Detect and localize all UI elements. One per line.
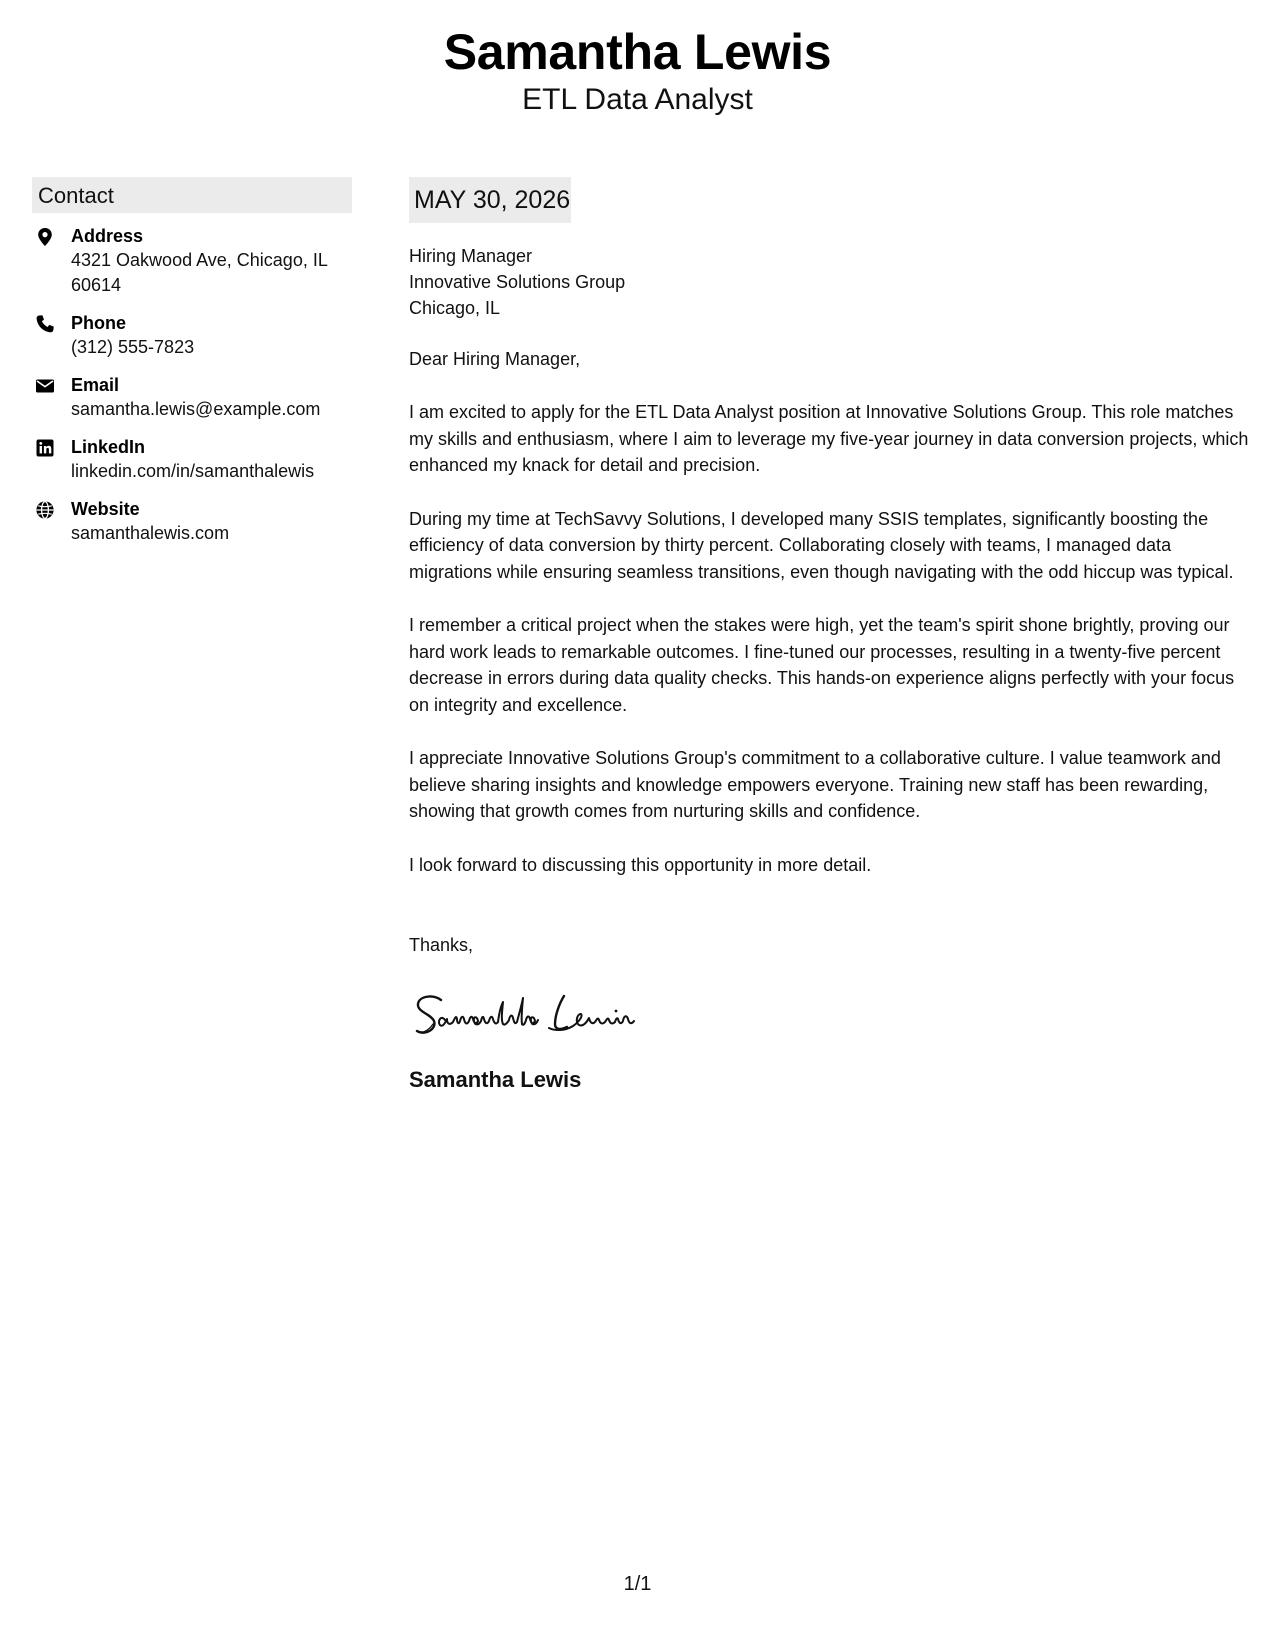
contact-item-website <box>32 497 352 546</box>
paragraph: I remember a critical project when the stakes were high, yet the team's spirit shone brightly, proving our hard work leads to remarkable outcomes. I fine-tuned our processes, resulting in a twenty-five percent decrease in errors during data quality checks. This hands-on experience aligns perfectly with your focus on integrity and excellence. <box>409 615 1235 715</box>
contact-label: Address <box>71 226 144 246</box>
paragraph: During my time at TechSavvy Solutions, I developed many SSIS templates, significantly boosting the efficiency of data conversion by thirty percent. Collaborating closely with teams, I managed data migrations while ensuring seamless transitions, even though navigating with the odd hiccup was typical. <box>409 508 1234 582</box>
resume-header <box>0 22 1275 118</box>
contact-heading: Contact <box>32 177 352 213</box>
letter-date: MAY 30, 2026 <box>409 177 571 223</box>
paragraph: I appreciate Innovative Solutions Group's commitment to a collaborative culture. I value teamwork and believe sharing insights and knowledge empowers everyone. Training new staff has been rewarding, showing that growth comes from nurturing skills and confidence. <box>409 748 1221 821</box>
job-title: ETL Data Analyst <box>522 83 753 116</box>
globe-icon <box>35 500 55 520</box>
linkedin-value[interactable]: linkedin.com/in/samanthalewis <box>71 461 315 481</box>
contact-label: Email <box>71 375 120 395</box>
email-value[interactable]: samantha.lewis@example.com <box>71 399 321 419</box>
recipient-line: Chicago, IL <box>409 298 501 318</box>
letter-body <box>409 177 1249 1094</box>
contact-label: Website <box>71 499 140 519</box>
contact-item-address <box>32 224 352 298</box>
signed-name: Samantha Lewis <box>409 1067 582 1092</box>
page-number: 1/1 <box>623 1573 652 1595</box>
phone-icon <box>35 314 55 334</box>
closing: Thanks, <box>409 935 474 955</box>
phone-value: (312) 555-7823 <box>71 337 195 357</box>
recipient-block <box>409 243 1249 321</box>
contact-sidebar <box>32 177 352 559</box>
contact-item-linkedin <box>32 435 352 484</box>
handwritten-signature <box>409 984 669 1046</box>
applicant-name: Samantha Lewis <box>443 24 832 80</box>
contact-item-email <box>32 373 352 422</box>
paragraph: I am excited to apply for the ETL Data Analyst position at Innovative Solutions Group. This role matches my skills and enthusiasm, where I aim to leverage my five-year journey in data conversion projects, which enhanced my knack for detail and precision. <box>409 402 1249 475</box>
envelope-icon <box>35 376 55 396</box>
contact-item-phone <box>32 311 352 360</box>
contact-list <box>32 224 352 546</box>
website-value[interactable]: samanthalewis.com <box>71 523 230 543</box>
salutation: Dear Hiring Manager, <box>409 349 581 369</box>
address-value: 4321 Oakwood Ave, Chicago, IL 60614 <box>71 250 328 295</box>
contact-label: LinkedIn <box>71 437 146 457</box>
linkedin-icon <box>35 438 55 458</box>
recipient-line: Hiring Manager <box>409 246 533 266</box>
recipient-line: Innovative Solutions Group <box>409 272 626 292</box>
map-pin-icon <box>35 227 55 247</box>
contact-label: Phone <box>71 313 127 333</box>
paragraph: I look forward to discussing this opportunity in more detail. <box>409 854 872 875</box>
